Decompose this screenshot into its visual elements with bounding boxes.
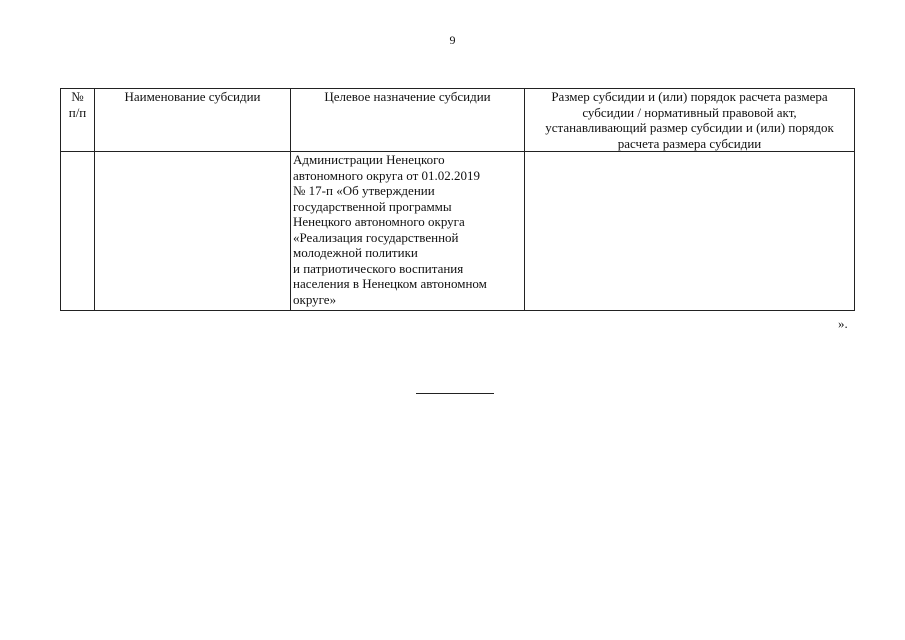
header-number: № п/п [61,89,95,152]
page-number: 9 [449,33,456,47]
separator-line [416,393,494,394]
header-subsidy-name: Наименование субсидии [95,89,291,152]
header-row [61,89,855,152]
cell-subsidy-purpose: Администрации Ненецкого автономного округа от 01.02.2019 № 17-п «Об утверждении государственной программы Ненецкого автономного округа «Реализация государственной молодежной политики и патриотического воспитания населения в Ненецком автономном округе» [291,152,525,311]
header-subsidy-size: Размер субсидии и (или) порядок расчета размера субсидии / нормативный правовой акт, устанавливающий размер субсидии и (или) порядок расчета размера субсидии [525,89,855,152]
table-row [61,152,855,311]
header-subsidy-purpose: Целевое назначение субсидии [291,89,525,152]
closing-quote: ». [838,316,848,331]
table-header [61,89,855,152]
cell-number [61,152,95,311]
cell-subsidy-name [95,152,291,311]
subsidy-table [60,88,855,311]
cell-subsidy-size [525,152,855,311]
